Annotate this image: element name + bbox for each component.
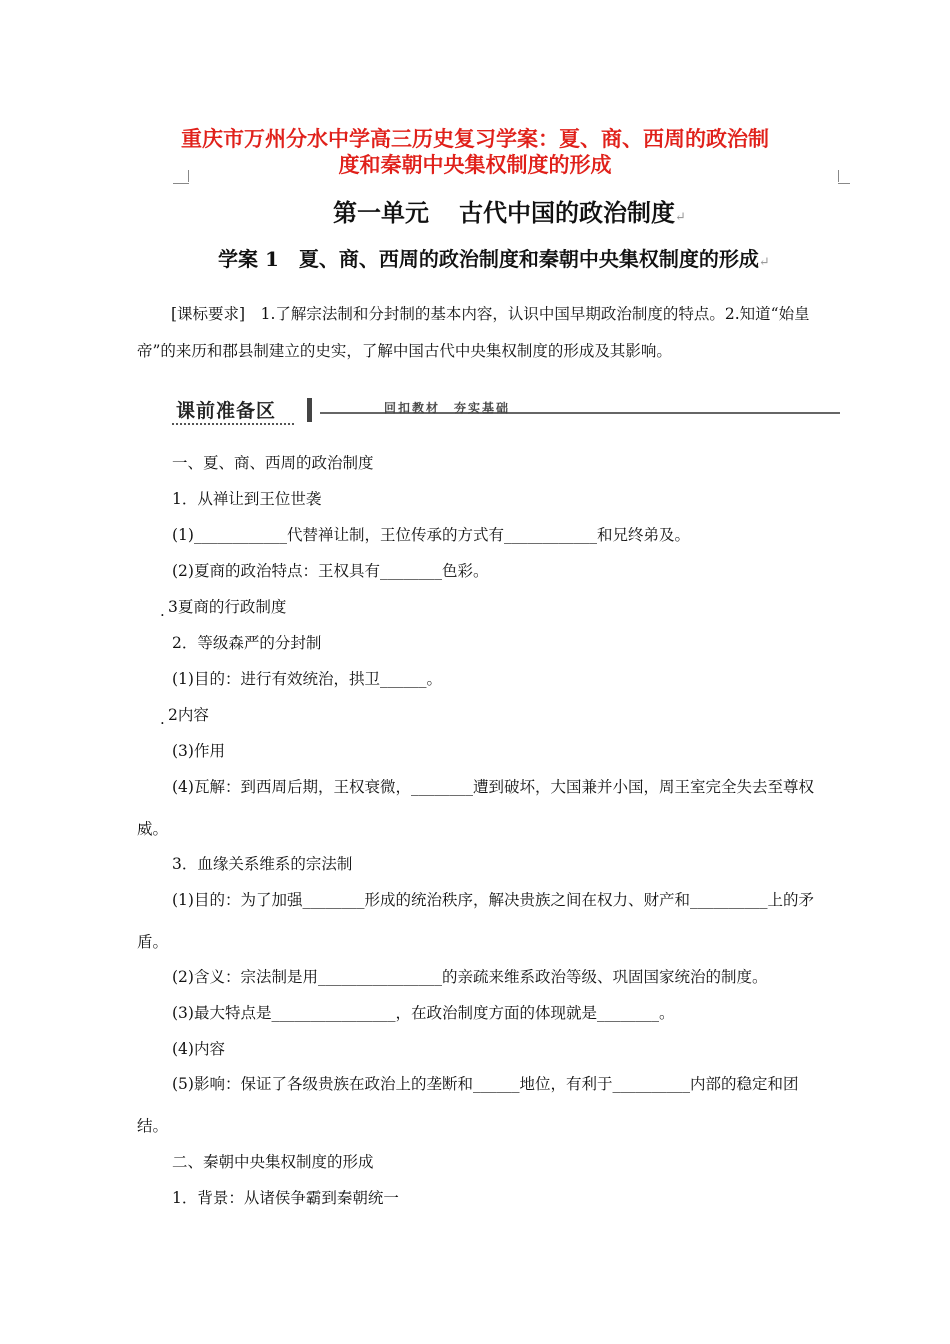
banner-divider-bar	[307, 398, 312, 422]
fill-blank-item: (1)目的：进行有效统治，拱卫______。	[172, 670, 442, 688]
crop-mark-right	[838, 175, 850, 184]
fill-blank-paragraph: (4)瓦解：到西周后期，王权衰微，________遭到破坏，大国兼并小国，周王室完全失去至尊权威。	[137, 778, 814, 838]
section-heading-1: 一、夏、商、西周的政治制度	[172, 454, 374, 472]
crop-mark-right-v	[838, 170, 839, 182]
anchor-dot: .	[160, 710, 165, 728]
case-title-text: 学案 1 夏、商、西周的政治制度和秦朝中央集权制度的形成	[218, 247, 759, 271]
unit-name: 古代中国的政治制度	[459, 198, 675, 227]
banner-underline	[172, 423, 294, 425]
document-title-line-2: 度和秦朝中央集权制度的形成	[338, 152, 612, 177]
fill-blank-item: (2)夏商的政治特点：王权具有________色彩。	[172, 562, 489, 580]
curriculum-requirement: [课标要求] 1.了解宗法制和分封制的基本内容，认识中国早期政治制度的特点。2.知道“始皇帝”的来历和郡县制建立的史实，了解中国古代中央集权制度的形成及其影响。	[137, 305, 810, 360]
section-banner	[170, 396, 840, 426]
fill-blank-paragraph: (1)目的：为了加强________形成的统治秩序，解决贵族之间在权力、财产和__________上的矛盾。	[137, 891, 814, 951]
subsection-heading: 3．血缘关系维系的宗法制	[172, 855, 353, 873]
paragraph-mark-icon: ↵	[758, 255, 770, 270]
paragraph-mark-icon: ↵	[675, 210, 686, 225]
case-heading	[218, 243, 770, 272]
banner-subtitle: 回扣教材 夯实基础	[384, 401, 511, 415]
subsection-heading: 2．等级森严的分封制	[172, 634, 322, 652]
fill-blank-item: (1)____________代替禅让制，王位传承的方式有____________和兄终弟及。	[172, 526, 690, 544]
section-heading-2: 二、秦朝中央集权制度的形成	[172, 1153, 374, 1171]
document-title-line-1: 重庆市万州分水中学高三历史复习学案：夏、商、西周的政治制	[181, 126, 769, 151]
unit-label: 第一单元	[333, 198, 429, 227]
unit-heading	[333, 193, 686, 228]
fill-blank-paragraph: (5)影响：保证了各级贵族在政治上的垄断和______地位，有利于__________内部的稳定和团结。	[137, 1075, 799, 1135]
fill-blank-item: (2)含义：宗法制是用________________的亲疏来维系政治等级、巩固国家统治的制度。	[172, 968, 768, 986]
crop-mark-left	[173, 175, 189, 184]
list-item: (4)内容	[172, 1040, 225, 1058]
list-item: (3)作用	[172, 742, 225, 760]
banner-title: 课前准备区	[176, 400, 277, 422]
list-item: 3夏商的行政制度	[168, 598, 287, 616]
fill-blank-item: (3)最大特点是________________，在政治制度方面的体现就是________。	[172, 1004, 675, 1022]
subsection-heading: 1．从禅让到王位世袭	[172, 490, 322, 508]
crop-mark-left-v	[188, 170, 189, 182]
list-item: 2内容	[168, 706, 209, 724]
subsection-heading: 1．背景：从诸侯争霸到秦朝统一	[172, 1189, 399, 1207]
anchor-dot: .	[160, 602, 165, 620]
